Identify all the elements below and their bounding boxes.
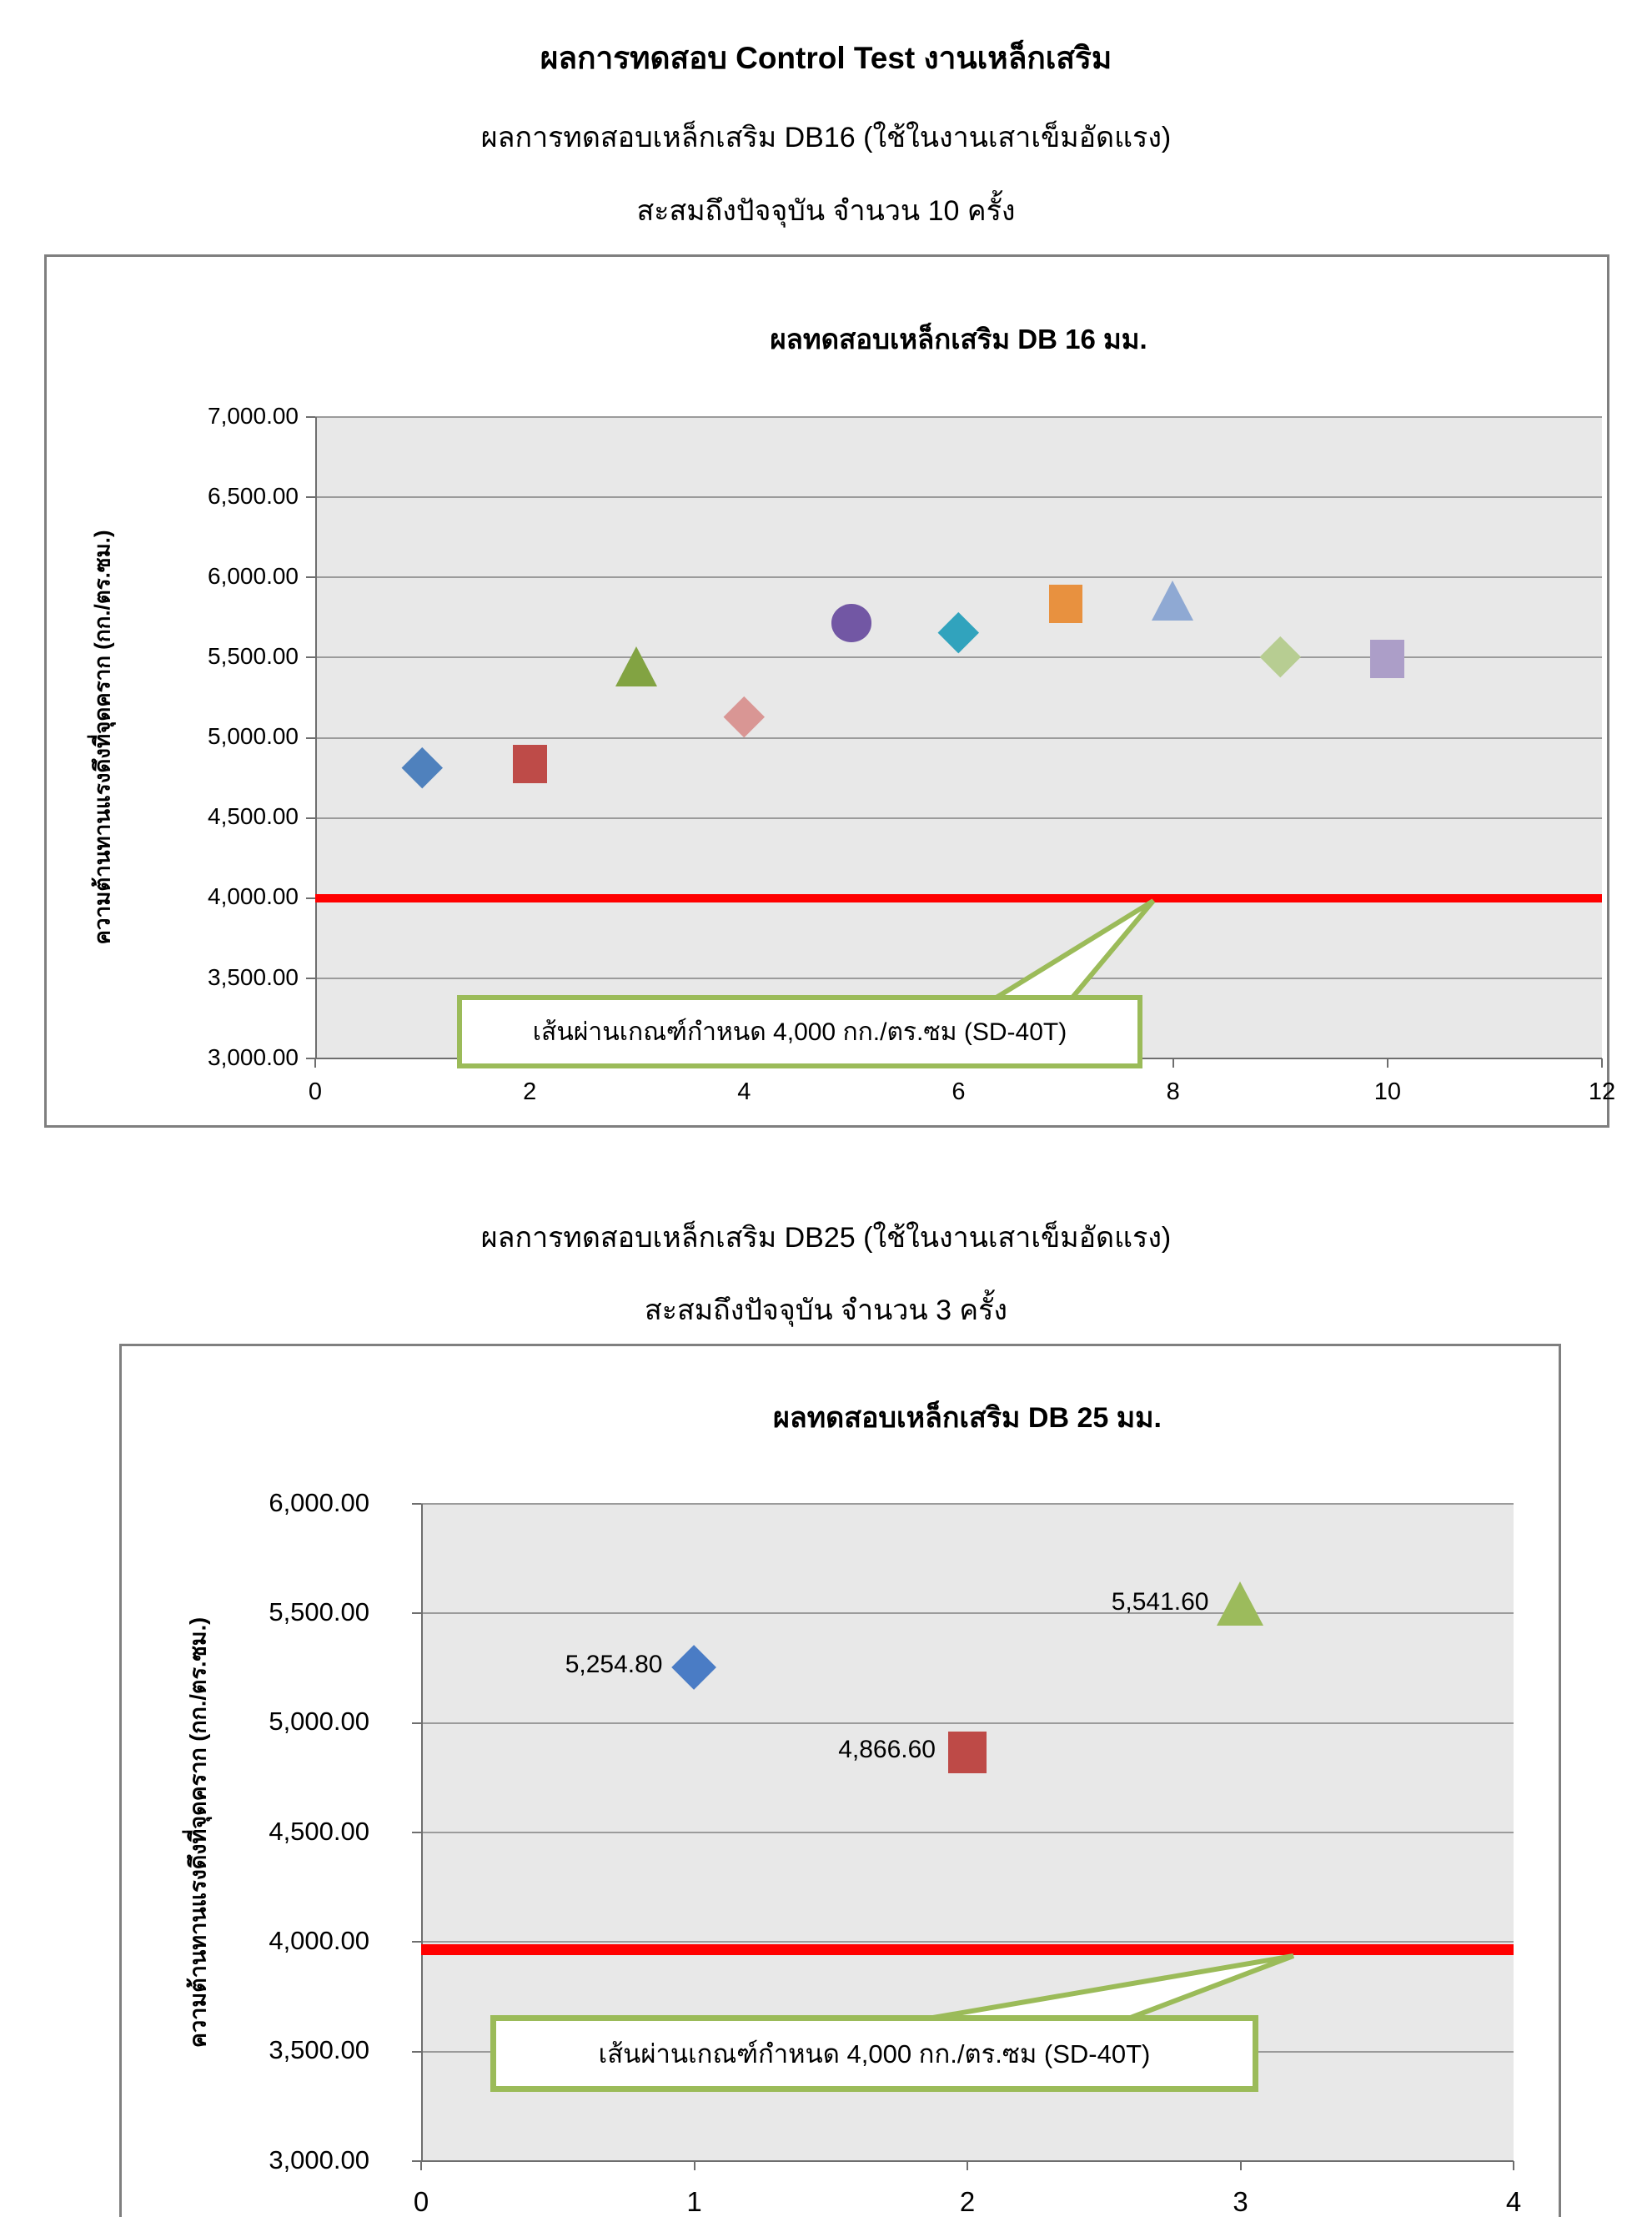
data-point-marker xyxy=(1370,640,1404,678)
y-axis-tick xyxy=(412,1612,421,1614)
y-axis-tick xyxy=(306,897,315,899)
y-axis-tick-label: 3,000.00 xyxy=(208,1043,299,1070)
chart-title: ผลทดสอบเหล็กเสริม DB 16 มม. xyxy=(770,324,1147,354)
plot-area xyxy=(315,417,1602,1058)
data-point-marker xyxy=(402,747,443,788)
x-axis-tick-label: 10 xyxy=(1373,1078,1401,1106)
y-axis-tick-label: 3,500.00 xyxy=(208,963,299,990)
x-axis-tick-label: 0 xyxy=(308,1078,323,1106)
y-axis-line xyxy=(315,417,317,1058)
y-axis-tick xyxy=(306,656,315,658)
x-axis-tick xyxy=(1513,2161,1514,2170)
gridline xyxy=(315,496,1602,498)
data-point-marker xyxy=(724,696,765,737)
y-axis-tick-label: 5,500.00 xyxy=(208,643,299,669)
subtitle-db25: ผลการทดสอบเหล็กเสริม DB25 (ใช้ในงานเสาเข็มอัดแรง) xyxy=(480,1222,1172,1254)
chart-title: ผลทดสอบเหล็กเสริม DB 25 มม. xyxy=(772,1402,1162,1434)
subtitle-count-3: สะสมถึงปัจจุบัน จำนวน 3 ครั้ง xyxy=(644,1295,1008,1326)
x-axis-tick xyxy=(694,2161,695,2170)
y-axis-tick-label: 3,500.00 xyxy=(269,2035,369,2065)
y-axis-tick-label: 6,000.00 xyxy=(208,562,299,589)
x-axis-tick-label: 1 xyxy=(686,2185,702,2217)
callout-label: เส้นผ่านเกณฑ์กำหนด 4,000 กก./ตร.ซม (SD-40T) xyxy=(457,995,1142,1068)
x-axis-tick xyxy=(1240,2161,1242,2170)
data-point-marker xyxy=(1217,1581,1263,1626)
x-axis-tick-label: 4 xyxy=(737,1078,751,1106)
data-point-marker xyxy=(672,1645,717,1690)
gridline xyxy=(421,1941,1514,1943)
x-axis-tick xyxy=(967,2161,968,2170)
y-axis-tick-label: 4,500.00 xyxy=(208,803,299,830)
gridline xyxy=(315,817,1602,819)
y-axis-title: ความต้านทานแรงดึงที่จุดคราก (กก./ตร.ซม.) xyxy=(185,1616,211,2049)
x-axis-tick-label: 2 xyxy=(523,1078,537,1106)
data-point-label: 5,254.80 xyxy=(565,1650,663,1678)
data-point-marker xyxy=(513,745,547,783)
y-axis-tick xyxy=(412,1941,421,1943)
data-point-marker xyxy=(831,604,871,641)
x-axis-tick-label: 0 xyxy=(413,2185,429,2217)
data-point-marker xyxy=(615,646,657,686)
x-axis-tick-label: 12 xyxy=(1588,1078,1616,1106)
x-axis-tick-label: 2 xyxy=(959,2185,976,2217)
y-axis-tick-label: 3,000.00 xyxy=(269,2144,369,2174)
gridline xyxy=(421,1832,1514,1833)
y-axis-title: ความต้านทานแรงดึงที่จุดคราก (กก./ตร.ซม.) xyxy=(89,530,115,945)
y-axis-tick-label: 4,000.00 xyxy=(269,1926,369,1956)
x-axis-tick xyxy=(1601,1058,1603,1068)
x-axis-tick xyxy=(314,1058,316,1068)
y-axis-tick-label: 4,500.00 xyxy=(269,1816,369,1846)
y-axis-tick xyxy=(412,1722,421,1724)
chart-db16 xyxy=(44,254,1616,1128)
y-axis-tick xyxy=(412,2051,421,2053)
y-axis-tick xyxy=(306,576,315,578)
data-point-label: 4,866.60 xyxy=(838,1735,936,1763)
chart-db25 xyxy=(119,1344,1561,2217)
data-point-marker xyxy=(1049,585,1083,623)
y-axis-tick xyxy=(306,817,315,819)
gridline xyxy=(315,978,1602,979)
y-axis-tick xyxy=(412,1832,421,1833)
y-axis-tick-label: 6,000.00 xyxy=(269,1487,369,1517)
x-axis-tick xyxy=(1387,1058,1388,1068)
x-axis-tick-label: 6 xyxy=(952,1078,966,1106)
reference-line xyxy=(421,1944,1514,1955)
x-axis-tick xyxy=(1172,1058,1174,1068)
y-axis-tick xyxy=(306,416,315,418)
x-axis-tick xyxy=(420,2161,422,2170)
data-point-label: 5,541.60 xyxy=(1111,1587,1209,1616)
data-point-marker xyxy=(1152,581,1193,621)
data-point-marker xyxy=(938,612,979,653)
y-axis-tick-label: 5,000.00 xyxy=(208,723,299,750)
y-axis-tick-label: 5,000.00 xyxy=(269,1707,369,1737)
gridline xyxy=(315,737,1602,739)
y-axis-tick xyxy=(306,737,315,739)
data-point-marker xyxy=(948,1732,986,1773)
x-axis-tick-label: 8 xyxy=(1166,1078,1180,1106)
y-axis-tick-label: 7,000.00 xyxy=(208,402,299,429)
y-axis-line xyxy=(421,1504,423,2161)
gridline xyxy=(315,656,1602,658)
y-axis-tick xyxy=(412,1503,421,1505)
y-axis-tick xyxy=(306,496,315,498)
y-axis-tick-label: 6,500.00 xyxy=(208,482,299,509)
page-title: ผลการทดสอบ Control Test งานเหล็กเสริม xyxy=(540,41,1112,75)
gridline xyxy=(421,1722,1514,1724)
y-axis-tick-label: 5,500.00 xyxy=(269,1597,369,1627)
reference-line xyxy=(315,894,1602,902)
subtitle-count-10: สะสมถึงปัจจุบัน จำนวน 10 ครั้ง xyxy=(636,195,1016,227)
subtitle-db16: ผลการทดสอบเหล็กเสริม DB16 (ใช้ในงานเสาเข็มอัดแรง) xyxy=(480,122,1172,153)
gridline xyxy=(421,1503,1514,1505)
x-axis-tick-label: 4 xyxy=(1505,2185,1522,2217)
x-axis-tick-label: 3 xyxy=(1233,2185,1248,2217)
data-point-marker xyxy=(1260,636,1301,677)
callout-label: เส้นผ่านเกณฑ์กำหนด 4,000 กก./ตร.ซม (SD-40T) xyxy=(490,2015,1258,2092)
y-axis-tick xyxy=(306,978,315,979)
gridline xyxy=(315,416,1602,418)
y-axis-tick-label: 4,000.00 xyxy=(208,883,299,910)
gridline xyxy=(315,576,1602,578)
